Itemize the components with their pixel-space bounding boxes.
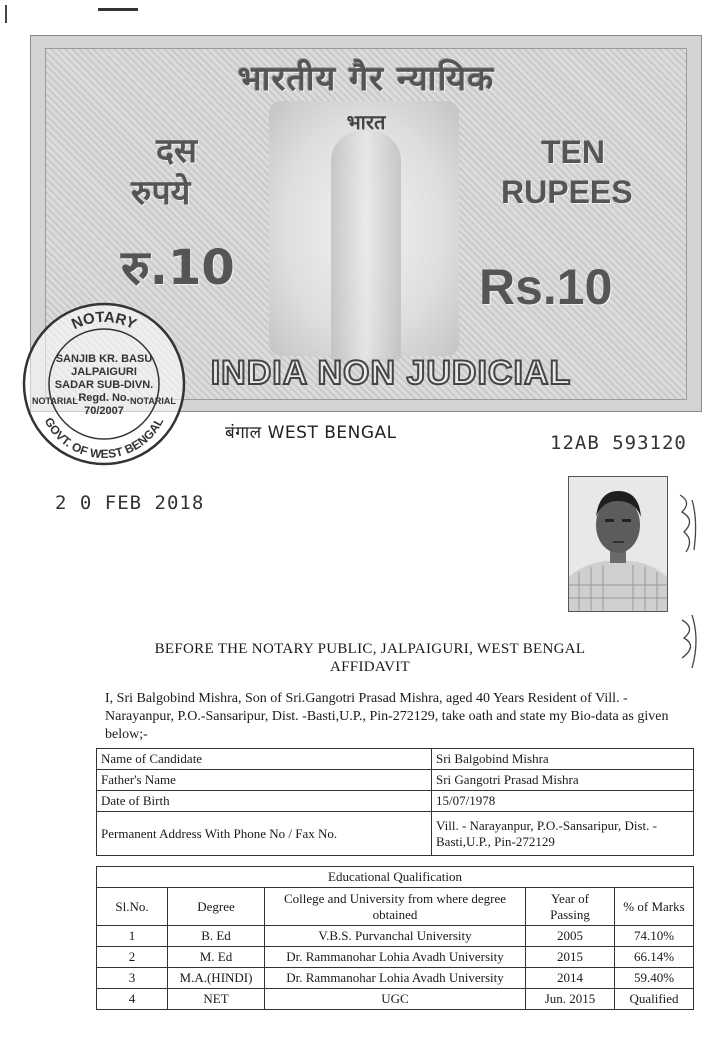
seal-division: SADAR SUB-DIVN.	[54, 379, 154, 391]
cell-college: Dr. Rammanohar Lohia Avadh University	[265, 968, 526, 989]
header-marks: % of Marks	[615, 888, 694, 926]
heading-notary-line: BEFORE THE NOTARY PUBLIC, JALPAIGURI, WEST BENGAL	[154, 641, 586, 657]
seal-left-text: NOTARIAL	[32, 396, 78, 406]
row-value: Vill. - Narayanpur, P.O.-Sansaripur, Dist. -Basti,U.P., Pin-272129	[432, 812, 694, 856]
table-header-row	[97, 888, 694, 926]
stamp-date: 2 0 FEB 2018	[55, 492, 205, 514]
notary-seal	[20, 300, 188, 468]
cell-marks: 59.40%	[615, 968, 694, 989]
stamp-bottom-text: INDIA NON JUDICIAL	[210, 354, 572, 392]
header-degree: Degree	[168, 888, 265, 926]
row-label: Name of Candidate	[97, 749, 432, 770]
seal-right-text: NOTARIAL	[130, 396, 176, 406]
cell-year: Jun. 2015	[526, 989, 615, 1010]
stamp-left-hindi-2: रुपये	[131, 173, 191, 213]
header-year: Year of Passing	[526, 888, 615, 926]
stamp-serial-number: 12AB 593120	[550, 432, 687, 454]
cell-degree: B. Ed	[168, 926, 265, 947]
cell-sl-no: 3	[97, 968, 168, 989]
row-label: Father's Name	[97, 770, 432, 791]
cell-college: Dr. Rammanohar Lohia Avadh University	[265, 947, 526, 968]
seal-place: JALPAIGURI	[71, 366, 137, 378]
top-mark	[98, 8, 138, 11]
corner-mark	[5, 5, 7, 23]
seal-name: SANJIB KR. BASU	[55, 353, 153, 365]
cell-college: V.B.S. Purvanchal University	[265, 926, 526, 947]
seal-reg-number: 70/2007	[84, 405, 124, 417]
cell-degree: M. Ed	[168, 947, 265, 968]
cell-year: 2005	[526, 926, 615, 947]
stamp-right-en-2: RUPEES	[501, 174, 633, 210]
seal-regd: Regd. No.	[78, 392, 130, 404]
table-row	[97, 770, 694, 791]
table-row	[97, 968, 694, 989]
row-value: Sri Balgobind Mishra	[432, 749, 694, 770]
seal-top-text: NOTARY	[69, 308, 139, 334]
table-title-row	[97, 867, 694, 888]
table-row	[97, 989, 694, 1010]
heading-affidavit: AFFIDAVIT	[330, 659, 410, 675]
cell-degree: NET	[168, 989, 265, 1010]
ashoka-pillar-emblem	[331, 131, 401, 361]
stamp-left-hindi-1: दस	[156, 131, 198, 171]
table-row	[97, 749, 694, 770]
cell-sl-no: 2	[97, 947, 168, 968]
cell-marks: Qualified	[615, 989, 694, 1010]
cell-sl-no: 1	[97, 926, 168, 947]
cell-college: UGC	[265, 989, 526, 1010]
row-label: Date of Birth	[97, 791, 432, 812]
candidate-photo	[568, 476, 668, 612]
table-row	[97, 812, 694, 856]
education-table	[96, 866, 694, 1010]
stamp-right-en-1: TEN	[541, 134, 605, 170]
cell-year: 2014	[526, 968, 615, 989]
row-value: 15/07/1978	[432, 791, 694, 812]
table-row	[97, 947, 694, 968]
affidavit-heading	[100, 640, 640, 676]
cell-sl-no: 4	[97, 989, 168, 1010]
margin-signature	[672, 490, 704, 670]
table-row	[97, 926, 694, 947]
stamp-left-value: रु.10	[121, 240, 235, 296]
personal-details-table	[96, 748, 694, 856]
state-line: बंगाल WEST BENGAL	[225, 423, 397, 443]
affidavit-intro: I, Sri Balgobind Mishra, Son of Sri.Gangotri Prasad Mishra, aged 40 Years Resident of Vill. - Narayanpur, P.O.-Sansaripur, Dist. -Basti,U.P., Pin-272129, take oath and state my Bio-data as given below;-	[105, 691, 669, 742]
cell-degree: M.A.(HINDI)	[168, 968, 265, 989]
seal-bottom-text: GOVT. OF WEST BENGAL	[41, 415, 167, 462]
header-college: College and University from where degree obtained	[265, 888, 526, 926]
row-value: Sri Gangotri Prasad Mishra	[432, 770, 694, 791]
cell-marks: 74.10%	[615, 926, 694, 947]
education-title: Educational Qualification	[97, 867, 694, 888]
table-row	[97, 791, 694, 812]
header-sl-no: Sl.No.	[97, 888, 168, 926]
stamp-right-value: Rs.10	[479, 259, 613, 315]
row-label: Permanent Address With Phone No / Fax No.	[97, 812, 432, 856]
cell-marks: 66.14%	[615, 947, 694, 968]
cell-year: 2015	[526, 947, 615, 968]
stamp-top-text: भारतीय गैर न्यायिक	[237, 59, 495, 99]
stamp-bharat-text: भारत	[346, 110, 386, 134]
